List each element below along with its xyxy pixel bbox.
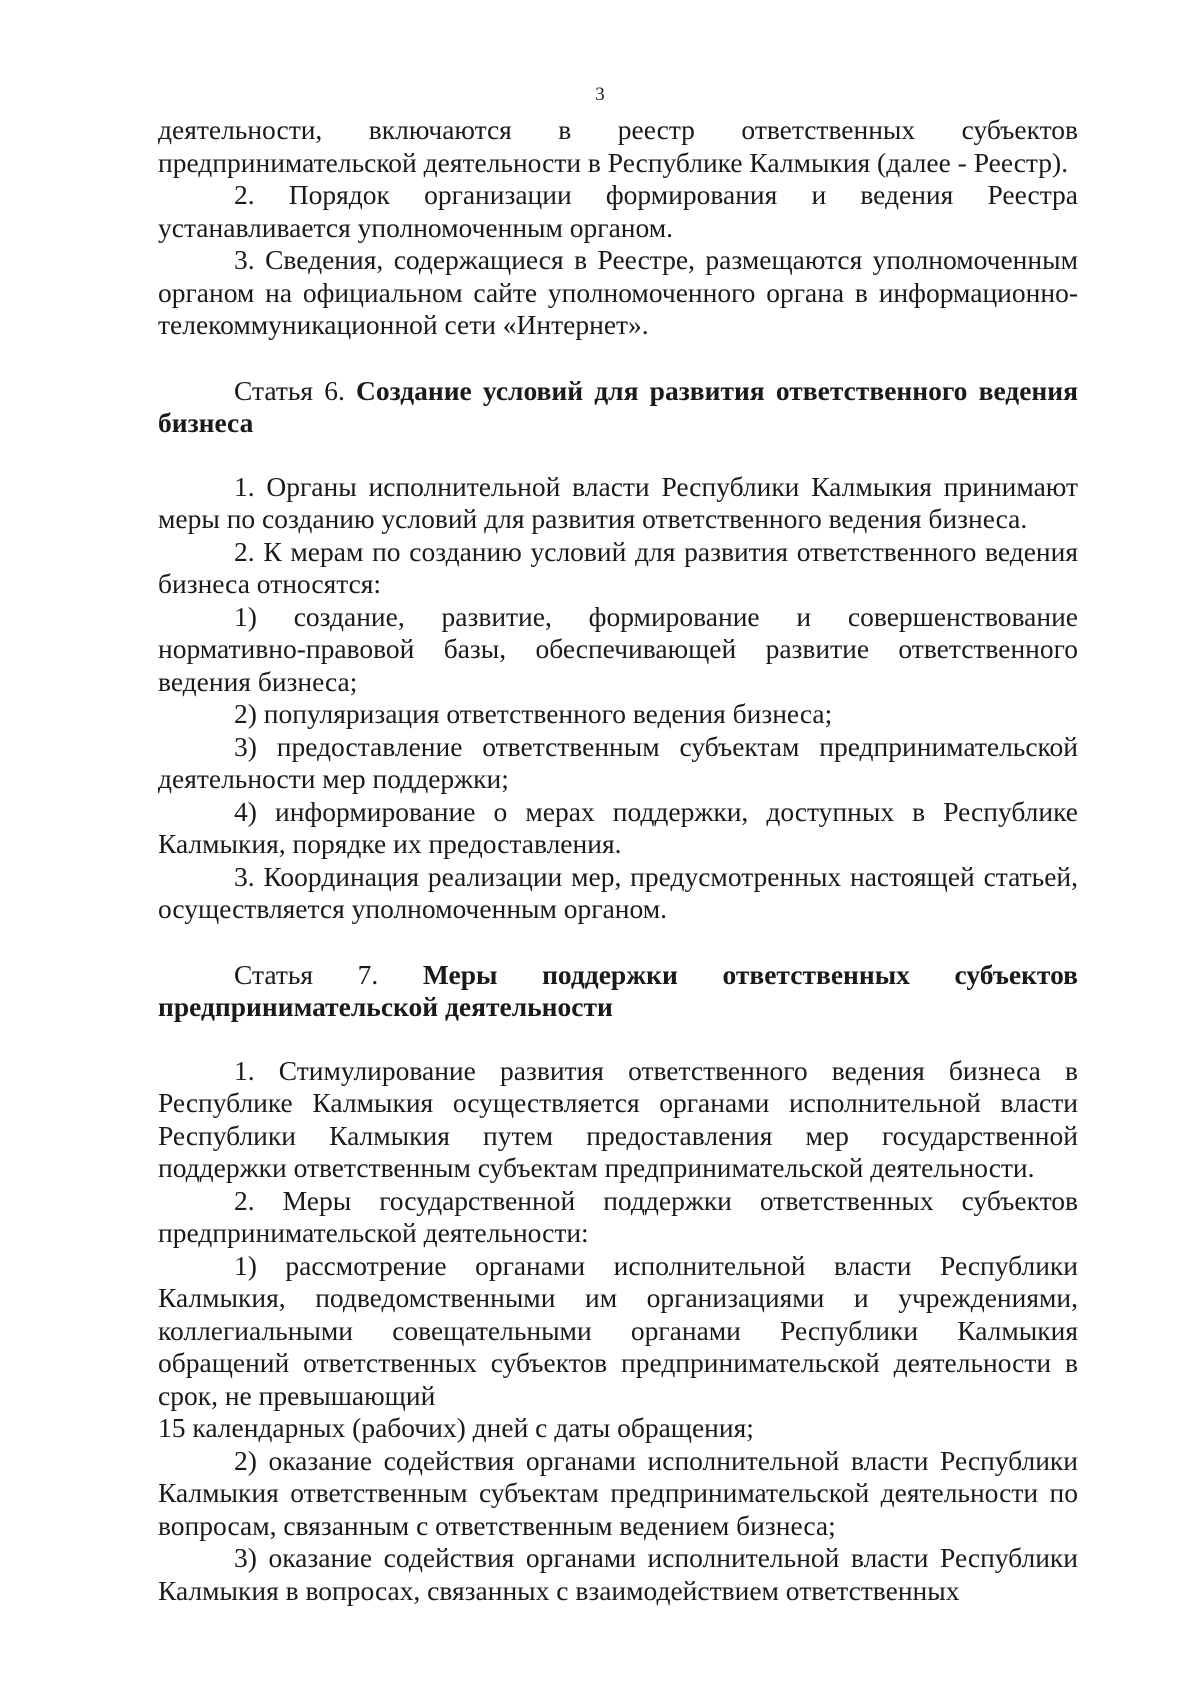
paragraph-continuation: деятельности, включаются в реестр ответственных субъектов предпринимательской деятельности в Республике Калмыкия (далее - Реестр). <box>158 114 1078 178</box>
article-7-paragraph-1: 1. Стимулирование развития ответственного ведения бизнеса в Республике Калмыкия осуществляется органами исполнительной власти Республики Калмыкия путем предоставления мер государственной поддержки ответственным субъектам предпринимательской деятельности. <box>158 1054 1078 1183</box>
article-7-item-3: 3) оказание содействия органами исполнительной власти Республики Калмыкия в вопросах, связанных с взаимодействием ответственных <box>158 1542 1078 1606</box>
article-6-prefix: Статья 6. <box>234 374 345 406</box>
paragraph-registry-procedure: 2. Порядок организации формирования и ведения Реестра устанавливается уполномоченным органом. <box>158 179 1078 243</box>
article-7-prefix: Статья 7. <box>234 958 379 990</box>
article-7-item-1: 1) рассмотрение органами исполнительной власти Республики Калмыкия, подведомственными им организациями и учреждениями, коллегиальными совещательными органами Республики Калмыкия обращений ответственных субъектов предпринимательской деятельности в срок, не превышающий <box>158 1249 1078 1411</box>
article-6-paragraph-1: 1. Органы исполнительной власти Республики Калмыкия принимают меры по созданию условий для развития ответственного ведения бизнеса. <box>158 470 1078 534</box>
article-7-item-2: 2) оказание содействия органами исполнительной власти Республики Калмыкия ответственным субъектам предпринимательской деятельности по вопросам, связанным с ответственным ведением бизнеса; <box>158 1444 1078 1541</box>
article-6-heading <box>158 375 1078 440</box>
article-6-item-3: 3) предоставление ответственным субъектам предпринимательской деятельности мер поддержки; <box>158 730 1078 794</box>
paragraph-registry-publication: 3. Сведения, содержащиеся в Реестре, размещаются уполномоченным органом на официальном сайте уполномоченного органа в информационно-телекоммуникационной сети «Интернет». <box>158 244 1078 340</box>
article-7-title: Меры поддержки ответственных субъектов предпринимательской деятельности <box>158 958 1078 1022</box>
document-body <box>158 114 1078 1607</box>
article-6-item-2: 2) популяризация ответственного ведения бизнеса; <box>234 698 833 729</box>
page-number: 3 <box>595 84 605 105</box>
article-6-paragraph-3: 3. Координация реализации мер, предусмотренных настоящей статьей, осуществляется уполномоченным органом. <box>158 860 1078 924</box>
article-7-heading <box>158 959 1078 1024</box>
article-7-paragraph-2: 2. Меры государственной поддержки ответственных субъектов предпринимательской деятельности: <box>158 1184 1078 1248</box>
article-6-title: Создание условий для развития ответственного ведения бизнеса <box>158 374 1078 438</box>
article-6-item-1: 1) создание, развитие, формирование и совершенствование нормативно-правовой базы, обеспечивающей развитие ответственного ведения бизнеса; <box>158 600 1078 697</box>
article-7-item-1-continuation: 15 календарных (рабочих) дней с даты обращения; <box>158 1412 754 1443</box>
article-6-item-4: 4) информирование о мерах поддержки, доступных в Республике Калмыкия, порядке их предоставления. <box>158 795 1078 859</box>
article-6-paragraph-2: 2. К мерам по созданию условий для развития ответственного ведения бизнеса относятся: <box>158 535 1078 599</box>
